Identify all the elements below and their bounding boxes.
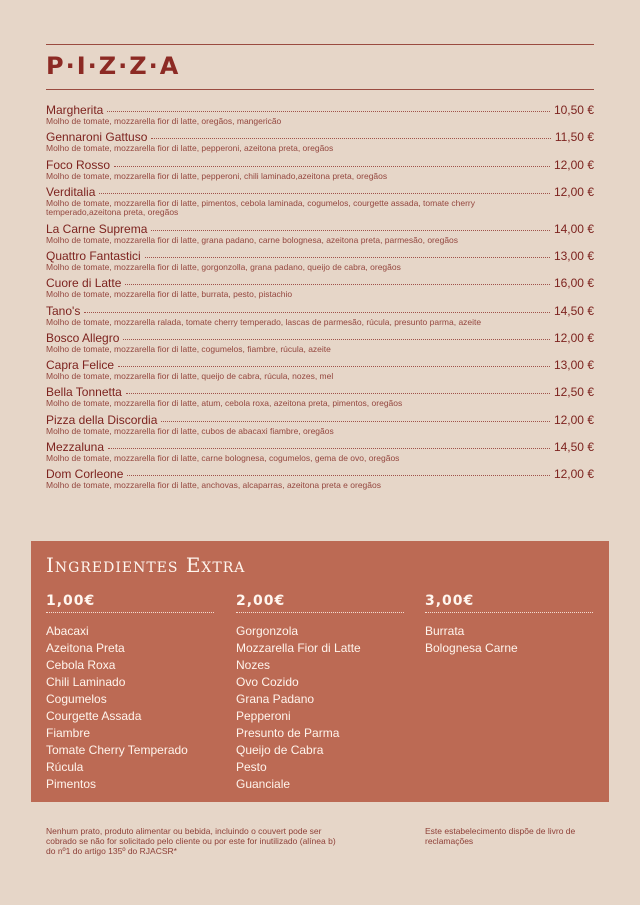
pizza-name: Bella Tonnetta bbox=[46, 385, 122, 400]
extras-title: Ingredientes Extra bbox=[46, 553, 246, 577]
extra-ingredient: Mozzarella Fior di Latte bbox=[236, 641, 361, 655]
pizza-price: 14,50 € bbox=[553, 303, 594, 318]
menu-item bbox=[46, 276, 594, 300]
pizza-price: 11,50 € bbox=[554, 130, 594, 145]
top-rule bbox=[46, 44, 594, 45]
pizza-price: 12,00 € bbox=[553, 467, 594, 482]
dot-leader bbox=[107, 101, 550, 112]
dot-leader bbox=[161, 411, 550, 422]
pizza-name: Tano's bbox=[46, 303, 81, 318]
extra-ingredient: Guanciale bbox=[236, 777, 291, 791]
dot-leader bbox=[84, 302, 550, 313]
menu-item-row bbox=[46, 385, 594, 399]
pizza-name: Verditalia bbox=[46, 184, 96, 199]
menu-item bbox=[46, 158, 594, 182]
pizza-name: Pizza della Discordia bbox=[46, 412, 158, 427]
extra-ingredient: Nozes bbox=[236, 658, 271, 672]
extra-ingredient: Grana Padano bbox=[236, 692, 315, 706]
pizza-description: Molho de tomate, mozzarella ralada, tomate cherry temperado, lascas de parmesão, rúcula, presunto parma, azeite bbox=[46, 316, 482, 327]
extra-ingredient: Pepperoni bbox=[236, 709, 291, 723]
extra-ingredient: Pimentos bbox=[46, 777, 97, 791]
pizza-name: Capra Felice bbox=[46, 358, 115, 373]
dot-leader bbox=[151, 128, 550, 139]
extras-price-1: 1,00€ bbox=[46, 593, 214, 613]
pizza-name: Bosco Allegro bbox=[46, 330, 120, 345]
extra-ingredient: Bolognesa Carne bbox=[425, 641, 518, 655]
extra-ingredient: Tomate Cherry Temperado bbox=[46, 743, 188, 757]
menu-item bbox=[46, 222, 594, 246]
pizza-price: 10,50 € bbox=[553, 103, 594, 117]
pizza-price: 14,00 € bbox=[553, 221, 594, 236]
menu-item-row bbox=[46, 467, 594, 481]
menu-item bbox=[46, 358, 594, 382]
dot-leader bbox=[114, 156, 550, 167]
pizza-description: Molho de tomate, mozzarella fior di latte, cogumelos, fiambre, rúcula, azeite bbox=[46, 343, 331, 354]
title-rule bbox=[46, 89, 594, 90]
pizza-name: Gennaroni Gattuso bbox=[46, 130, 148, 145]
pizza-price: 12,00 € bbox=[553, 184, 594, 199]
extra-ingredient: Ovo Cozido bbox=[236, 675, 299, 689]
menu-item-row bbox=[46, 331, 594, 345]
pizza-price: 16,00 € bbox=[553, 276, 594, 291]
extra-ingredient: Courgette Assada bbox=[46, 709, 142, 723]
dot-leader bbox=[118, 356, 550, 367]
extra-ingredient: Gorgonzola bbox=[236, 624, 299, 638]
menu-item-row bbox=[46, 358, 594, 372]
extra-ingredient: Queijo de Cabra bbox=[236, 743, 324, 757]
dot-leader bbox=[123, 329, 550, 340]
pizza-menu bbox=[46, 103, 594, 495]
extra-ingredient: Pesto bbox=[236, 760, 267, 774]
extra-ingredient: Cebola Roxa bbox=[46, 658, 116, 672]
pizza-price: 13,00 € bbox=[553, 358, 594, 373]
menu-item-row bbox=[46, 249, 594, 263]
pizza-price: 12,50 € bbox=[553, 385, 594, 400]
menu-item-row bbox=[46, 185, 594, 199]
menu-item bbox=[46, 304, 594, 328]
menu-item bbox=[46, 440, 594, 464]
pizza-description: Molho de tomate, mozzarella fior di latte, pepperoni, azeitona preta, oregãos bbox=[46, 143, 334, 154]
extras-column-3 bbox=[425, 593, 593, 657]
dot-leader bbox=[145, 247, 550, 258]
pizza-price: 14,50 € bbox=[553, 439, 594, 454]
footer-notice: Nenhum prato, produto alimentar ou bebida, incluindo o couvert pode ser cobrado se não for solicitado pelo cliente ou por este for inutilizado (alínea b) do nº1 do artigo 135º do RJACSR* bbox=[46, 826, 336, 856]
pizza-description: Molho de tomate, mozzarella fior di latte, pimentos, cebola laminada, cogumelos, courgette assada, tomate cherry temperado,azeitona preta, oregãos bbox=[46, 197, 475, 218]
pizza-name: Quattro Fantastici bbox=[46, 249, 141, 263]
menu-item bbox=[46, 103, 594, 127]
menu-item-row bbox=[46, 222, 594, 236]
pizza-description: Molho de tomate, mozzarella fior di latte, burrata, pesto, pistachio bbox=[46, 289, 293, 300]
extra-ingredient: Azeitona Preta bbox=[46, 641, 125, 655]
extra-ingredient: Presunto de Parma bbox=[236, 726, 340, 740]
pizza-description: Molho de tomate, mozzarella fior di latte, cubos de abacaxi fiambre, oregãos bbox=[46, 425, 334, 436]
page-title: P·I·Z·Z·A bbox=[46, 52, 181, 80]
menu-item-row bbox=[46, 276, 594, 290]
extra-ingredient: Cogumelos bbox=[46, 692, 107, 706]
pizza-name: Cuore di Latte bbox=[46, 276, 122, 291]
pizza-description: Molho de tomate, mozzarella fior di latte, grana padano, carne bolognesa, azeitona preta, parmesão, oregãos bbox=[46, 234, 459, 245]
pizza-description: Molho de tomate, mozzarella fior di latte, atum, cebola roxa, azeitona preta, pimentos, oregãos bbox=[46, 398, 403, 409]
menu-item-row bbox=[46, 158, 594, 172]
extras-price-3: 3,00€ bbox=[425, 593, 593, 613]
menu-item bbox=[46, 185, 594, 218]
menu-item bbox=[46, 385, 594, 409]
menu-item bbox=[46, 467, 594, 491]
menu-item-row bbox=[46, 304, 594, 318]
pizza-name: Foco Rosso bbox=[46, 157, 111, 172]
pizza-name: La Carne Suprema bbox=[46, 221, 148, 236]
dot-leader bbox=[151, 220, 550, 231]
pizza-description: Molho de tomate, mozzarella fior di latte, queijo de cabra, rúcula, nozes, mel bbox=[46, 371, 334, 382]
extra-ingredient: Burrata bbox=[425, 624, 465, 638]
footer-complaints: Este estabelecimento dispõe de livro de reclamações bbox=[425, 826, 576, 846]
pizza-description: Molho de tomate, mozzarella fior di latte, oregãos, mangericão bbox=[46, 116, 282, 126]
pizza-price: 12,00 € bbox=[553, 412, 594, 427]
pizza-description: Molho de tomate, mozzarella fior di latte, anchovas, alcaparras, azeitona preta e oregãos bbox=[46, 480, 381, 491]
menu-item bbox=[46, 331, 594, 355]
dot-leader bbox=[125, 274, 550, 285]
pizza-price: 12,00 € bbox=[553, 157, 594, 172]
pizza-name: Margherita bbox=[46, 103, 104, 117]
extra-ingredient: Rúcula bbox=[46, 760, 84, 774]
dot-leader bbox=[108, 438, 550, 449]
pizza-description: Molho de tomate, mozzarella fior di latte, gorgonzolla, grana padano, queijo de cabra, oregãos bbox=[46, 262, 401, 272]
extra-ingredient: Fiambre bbox=[46, 726, 91, 740]
menu-item bbox=[46, 130, 594, 154]
menu-item bbox=[46, 413, 594, 437]
pizza-name: Mezzaluna bbox=[46, 439, 105, 454]
pizza-description: Molho de tomate, mozzarella fior di latte, pepperoni, chili laminado,azeitona preta, oregãos bbox=[46, 170, 388, 181]
dot-leader bbox=[99, 183, 550, 194]
dot-leader bbox=[127, 465, 550, 476]
extras-price-2: 2,00€ bbox=[236, 593, 404, 613]
extra-ingredient: Chili Laminado bbox=[46, 675, 126, 689]
extras-panel bbox=[31, 541, 609, 802]
pizza-description: Molho de tomate, mozzarella fior di latte, carne bolognesa, cogumelos, gema de ovo, oregãos bbox=[46, 452, 400, 463]
pizza-price: 12,00 € bbox=[553, 330, 594, 345]
extras-column-1 bbox=[46, 593, 214, 793]
menu-item-row bbox=[46, 440, 594, 454]
menu-item-row bbox=[46, 130, 594, 144]
extra-ingredient: Abacaxi bbox=[46, 624, 89, 638]
menu-item-row bbox=[46, 103, 594, 117]
pizza-name: Dom Corleone bbox=[46, 467, 124, 482]
menu-item bbox=[46, 249, 594, 273]
extras-column-2 bbox=[236, 593, 404, 793]
menu-item-row bbox=[46, 413, 594, 427]
pizza-price: 13,00 € bbox=[553, 249, 594, 263]
dot-leader bbox=[126, 383, 550, 394]
